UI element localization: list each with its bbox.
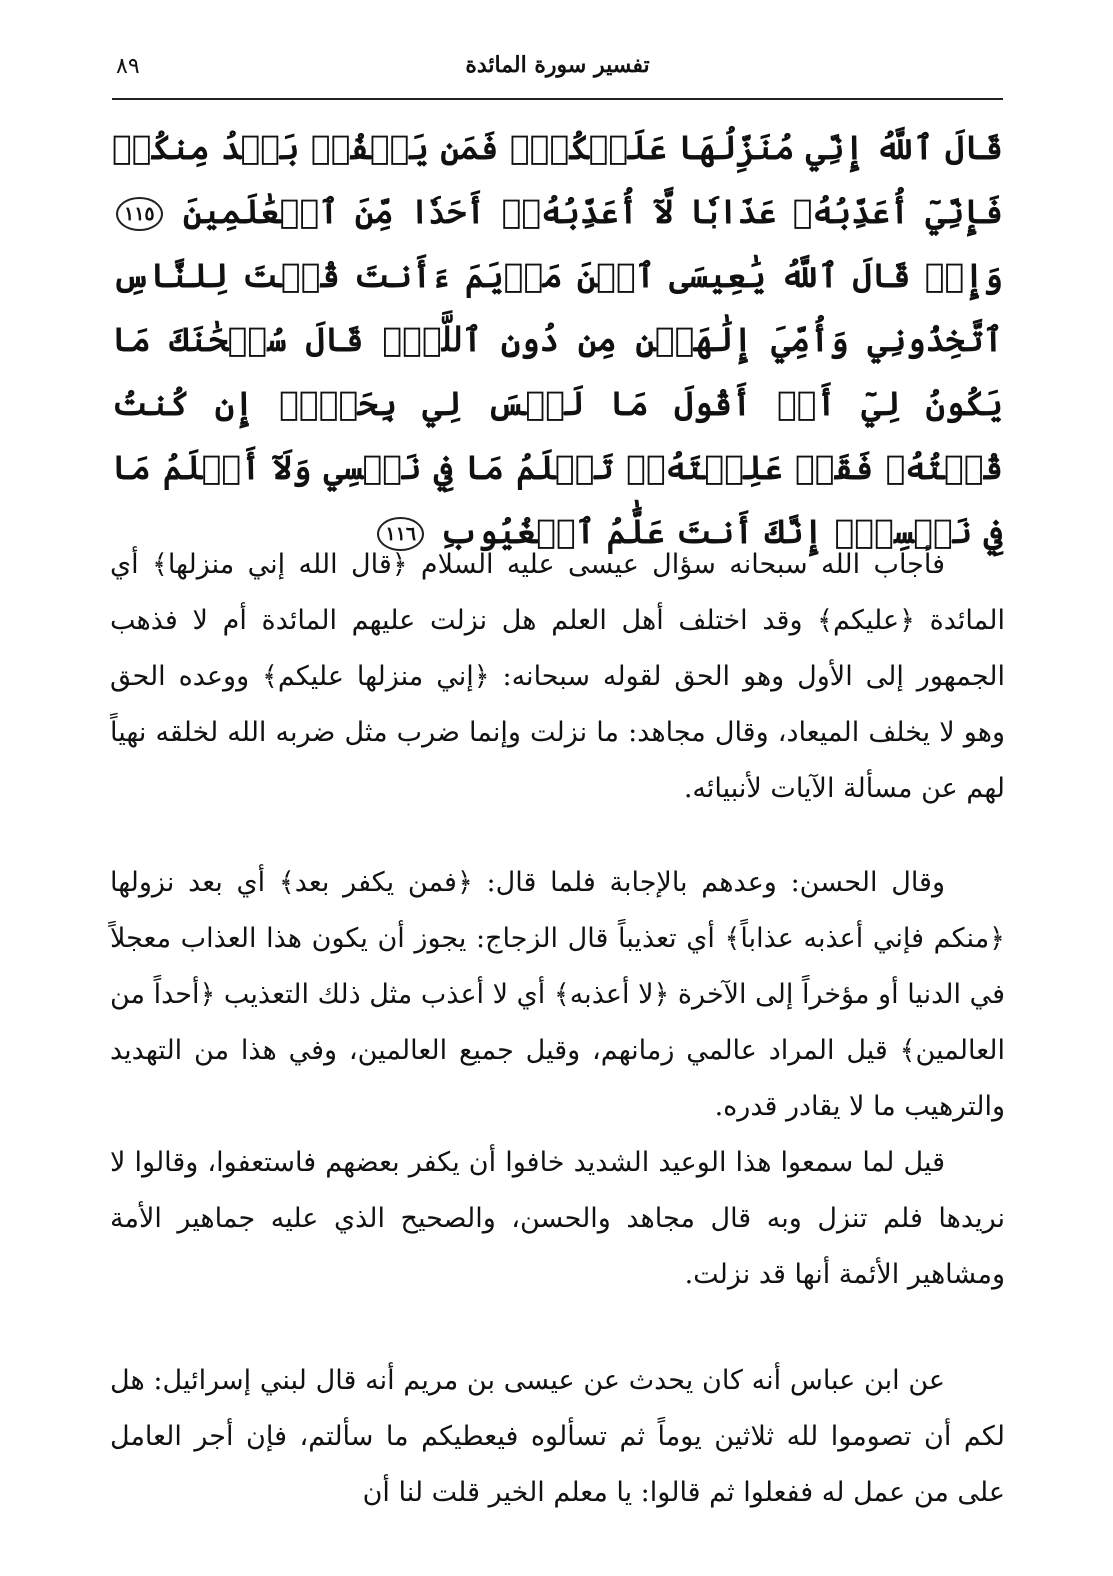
page-number: ٨٩ — [116, 54, 140, 79]
verse-line-3: إِلَٰهَيۡنِ مِن دُونِ ٱللَّهِۖ قَالَ سُبۡحَٰنَكَ مَا يَكُونُ لِيٓ أَنۡ أَقُولَ مَا لَيۡسَ لِي بِحَقٍّۚ إِن كُنتُ قُلۡتُهُۥ — [112, 320, 1003, 487]
commentary-paragraph-1: فأجاب الله سبحانه سؤال عيسى عليه السلام ﴿قال الله إني منزلها﴾ أي المائدة ﴿عليكم﴾ وقد اختلف أهل العلم هل نزلت عليهم المائدة أم لا فذهب الجمهور إلى الأول وهو الحق لقوله سبحانه: ﴿إني منزلها عليكم﴾ ووعده الحق وهو لا يخلف الميعاد، وقال مجاهد: ما نزلت وإنما ضرب مثل ضربه الله لخلقه نهياً لهم عن مسألة الآيات لأنبيائه. — [110, 549, 1005, 804]
verse-line-2b: وَإِذۡ قَالَ ٱللَّهُ يَٰعِيسَى ٱبۡنَ مَرۡيَمَ ءَأَنتَ قُلۡتَ لِلنَّاسِ ٱتَّخِذُونِي وَأُمِّيَ — [112, 256, 1003, 359]
commentary-paragraph-3: قيل لما سمعوا هذا الوعيد الشديد خافوا أن يكفر بعضهم فاستعفوا، وقالوا لا نريدها فلم تنزل وبه قال مجاهد والحسن، والصحيح الذي عليه جماهير الأمة ومشاهير الأئمة أنها قد نزلت. — [110, 1147, 1005, 1290]
page-header — [110, 50, 1005, 100]
header-divider — [112, 98, 1003, 100]
verse-line-2a: مِّنَ ٱلۡعَٰلَمِينَ — [182, 192, 394, 231]
commentary-paragraph-2: وقال الحسن: وعدهم بالإجابة فلما قال: ﴿فمن يكفر بعد﴾ أي بعد نزولها ﴿منكم فإني أعذبه عذاباً﴾ أي تعذيباً قال الزجاج: يجوز أن يكون هذا العذاب معجلاً في الدنيا أو مؤخراً إلى الآخرة ﴿لا أعذبه﴾ أي لا أعذب مثل ذلك التعذيب ﴿أحداً من العالمين﴾ قيل المراد عالمي زمانهم، وقيل جميع العالمين، وفي هذا من التهديد والترهيب ما لا يقادر قدره. — [110, 867, 1005, 1122]
running-title: تفسير سورة المائدة — [465, 52, 650, 78]
ayah-number-115: ١١٥ — [116, 197, 163, 231]
verse-line-1: قَالَ ٱللَّهُ إِنِّي مُنَزِّلُهَا عَلَيۡكُمۡۖ فَمَن يَكۡفُرۡ بَعۡدُ مِنكُمۡ فَإِنِّيٓ أُعَذِّبُهُۥ عَذَابٗا لَّآ أُعَذِّبُهُۥٓ أَحَدٗا — [112, 128, 1003, 231]
commentary-paragraph-4: عن ابن عباس أنه كان يحدث عن عيسى بن مريم أنه قال لبني إسرائيل: هل لكم أن تصوموا لله ثلاثين يوماً ثم تسألوه فيعطيكم ما سألتم، فإن أجر العامل على من عمل له ففعلوا ثم قالوا: يا معلم الخير قلت لنا أن — [110, 1365, 1005, 1508]
quran-verses-block — [112, 116, 1003, 564]
verse-line-4: فَقَدۡ عَلِمۡتَهُۥۚ تَعۡلَمُ مَا فِي نَفۡسِي وَلَآ أَعۡلَمُ مَا فِي نَفۡسِكَۚ إِنَّكَ أَنتَ عَلَّٰمُ ٱلۡغُيُوبِ — [112, 448, 1003, 551]
ayah-number-116: ١١٦ — [377, 517, 424, 551]
